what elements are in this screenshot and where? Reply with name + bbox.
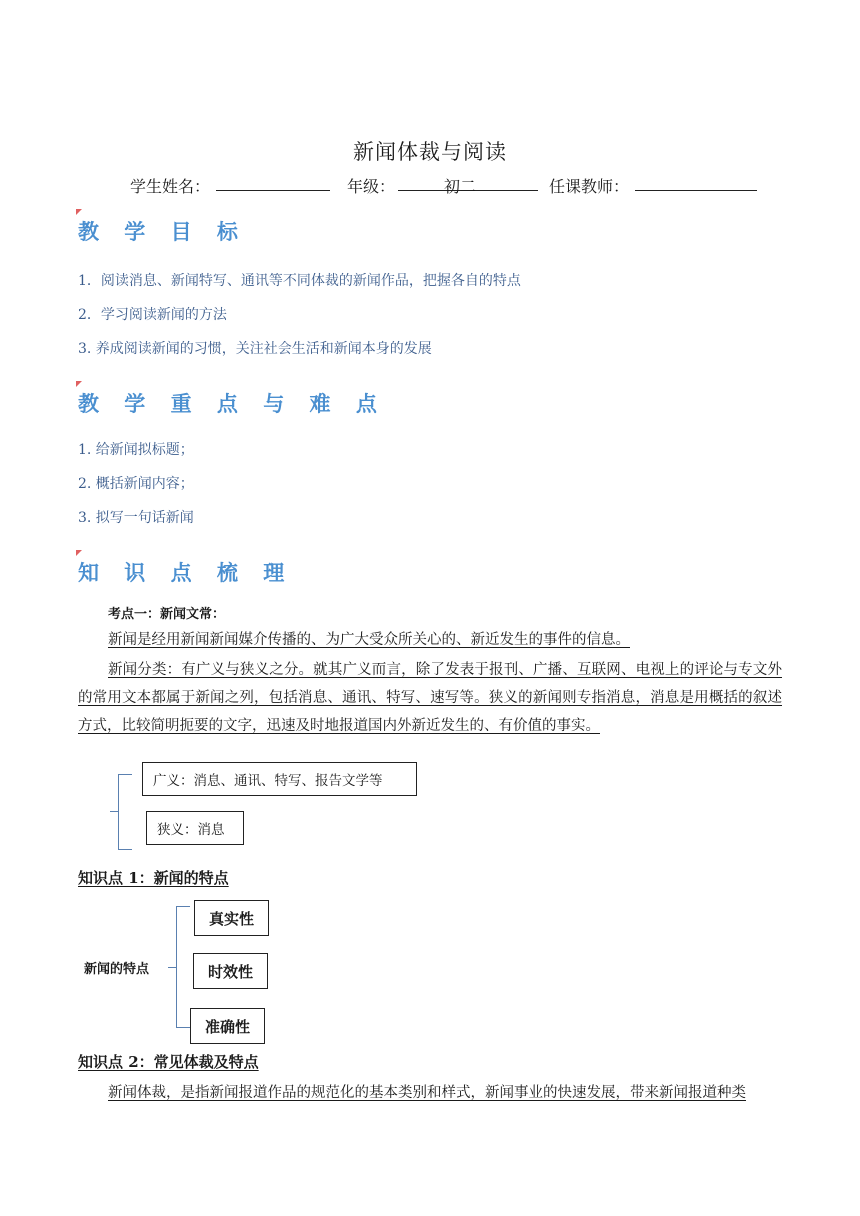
objective-item: 2．学习阅读新闻的方法 [78, 307, 227, 323]
student-name-blank [216, 190, 330, 191]
news-classification [78, 656, 782, 740]
trait-box-authenticity: 真实性 [194, 900, 269, 936]
objectives-heading-text: 教 学 目 标 [78, 220, 247, 244]
keypoint-item: 2. 概括新闻内容； [78, 476, 194, 492]
kp1-brace-line [176, 906, 177, 1028]
keypoint-item: 3. 拟写一句话新闻 [78, 510, 194, 526]
flag-icon [76, 550, 82, 556]
keypoints-heading [78, 388, 386, 418]
kp2-paragraph [78, 1079, 782, 1107]
grade-value: 初二 [444, 177, 477, 196]
objective-item: 1．阅读消息、新闻特写、通讯等不同体裁的新闻作品，把握各自的特点 [78, 273, 521, 289]
flag-icon [76, 381, 82, 387]
knowledge-heading-text: 知 识 点 梳 理 [78, 561, 294, 585]
kp1-title: 知识点 1：新闻的特点 [78, 869, 229, 887]
kp1-center-label: 新闻的特点 [84, 962, 150, 977]
kp2-paragraph-text: 新闻体裁，是指新闻报道作品的规范化的基本类别和样式，新闻事业的快速发展，带来新闻报道种类 [108, 1085, 746, 1101]
student-name-label: 学生姓名： [130, 177, 211, 196]
teacher-blank [635, 190, 757, 191]
keypoints-heading-text: 教 学 重 点 与 难 点 [78, 392, 386, 416]
kp1-brace-bottom [176, 1027, 190, 1028]
narrow-news-box: 狭义：消息 [146, 811, 244, 845]
teacher-label: 任课教师： [549, 177, 630, 196]
trait-box-timeliness: 时效性 [193, 953, 268, 989]
brace-bottom [118, 849, 132, 850]
flag-icon [76, 209, 82, 215]
kp1-brace-top [176, 906, 190, 907]
knowledge-heading [78, 557, 293, 587]
news-classification-text: 新闻分类：有广义与狭义之分。就其广义而言，除了发表于报刊、广播、互联网、电视上的评论与专文外的常用文本都属于新闻之列，包括消息、通讯、特写、速写等。狭义的新闻则专指消息，消息是用概括的叙述方式，比较简明扼要的文字，迅速及时地报道国内外新近发生的、有价值的事实。 [78, 662, 782, 734]
objectives-heading [78, 216, 247, 246]
kp1-brace-tip [168, 967, 176, 968]
objective-item: 3. 养成阅读新闻的习惯，关注社会生活和新闻本身的发展 [78, 341, 432, 357]
news-definition-text: 新闻是经用新闻新闻媒介传播的、为广大受众所关心的、新近发生的事件的信息。 [108, 632, 630, 648]
grade-label: 年级： [347, 177, 396, 196]
page-title: 新闻体裁与阅读 [353, 140, 507, 164]
keypoint-item: 1. 给新闻拟标题； [78, 442, 194, 458]
trait-box-accuracy: 准确性 [190, 1008, 265, 1044]
brace-top [118, 774, 132, 775]
news-definition [78, 626, 782, 654]
kaodian-title: 考点一：新闻文常： [108, 607, 226, 622]
kp2-title: 知识点 2：常见体裁及特点 [78, 1053, 259, 1071]
brace-tip [110, 811, 118, 812]
broad-news-box: 广义：消息、通讯、特写、报告文学等 [142, 762, 417, 796]
brace-line [118, 774, 119, 850]
